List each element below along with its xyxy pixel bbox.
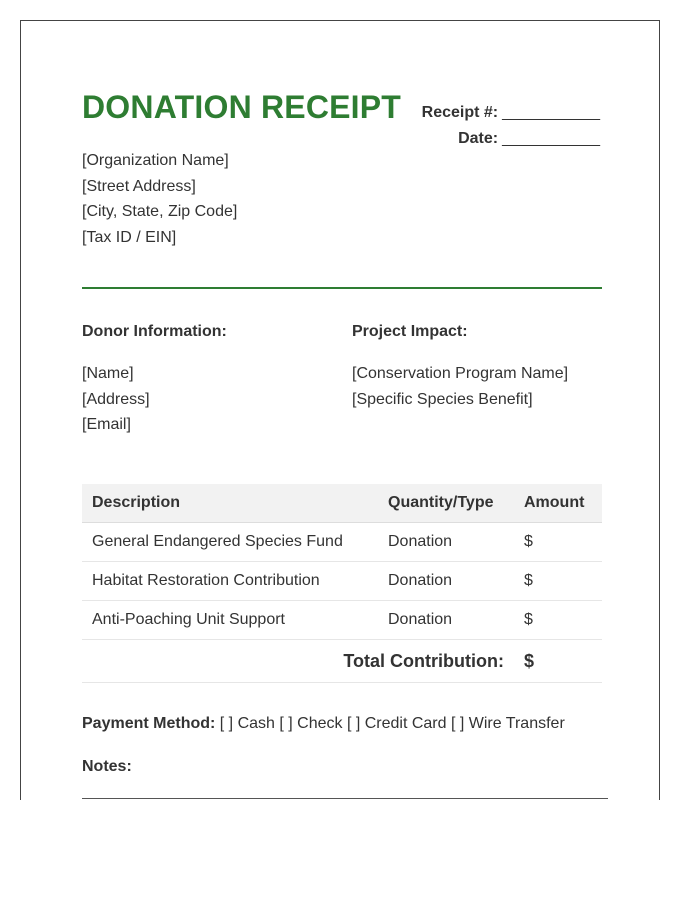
row-description: Habitat Restoration Contribution — [82, 562, 378, 601]
organization-street: [Street Address] — [82, 177, 196, 195]
table-header-row — [82, 484, 602, 523]
row-quantity-type: Donation — [378, 562, 514, 601]
column-header-description: Description — [82, 484, 378, 523]
receipt-title: DONATION RECEIPT — [82, 89, 402, 125]
receipt-date-label: Date: — [458, 130, 499, 147]
donor-heading: Donor Information: — [82, 323, 227, 340]
total-label: Total Contribution: — [82, 640, 514, 683]
receipt-number-field[interactable]: ___________ — [502, 104, 600, 121]
impact-program: [Conservation Program Name] — [352, 365, 569, 382]
donor-email: [Email] — [82, 416, 131, 434]
row-quantity-type: Donation — [378, 523, 514, 562]
receipt-number-label: Receipt #: — [421, 104, 499, 121]
payment-method-label: Payment Method: — [82, 715, 216, 732]
donor-name: [Name] — [82, 365, 134, 382]
table-row — [82, 562, 602, 601]
receipt-number-row — [422, 100, 600, 126]
impact-benefit: [Specific Species Benefit] — [352, 390, 533, 408]
organization-tax-id: [Tax ID / EIN] — [82, 229, 177, 247]
receipt-page — [20, 20, 660, 800]
row-description: General Endangered Species Fund — [82, 523, 378, 562]
payment-method — [82, 715, 565, 733]
row-description: Anti-Poaching Unit Support — [82, 601, 378, 640]
header-divider — [82, 287, 602, 289]
total-row — [82, 640, 602, 683]
table-row — [82, 523, 602, 562]
impact-heading: Project Impact: — [352, 323, 468, 340]
receipt-date-row — [422, 126, 600, 152]
notes-line[interactable] — [82, 798, 608, 799]
column-header-quantity-type: Quantity/Type — [378, 484, 514, 523]
row-amount: $ — [514, 562, 602, 601]
row-amount: $ — [514, 601, 602, 640]
organization-block — [82, 148, 237, 251]
payment-method-options: [ ] Cash [ ] Check [ ] Credit Card [ ] Wire Transfer — [215, 715, 565, 732]
notes-label: Notes: — [82, 758, 132, 775]
total-value: $ — [514, 640, 602, 683]
impact-block — [352, 361, 568, 412]
row-amount: $ — [514, 523, 602, 562]
receipt-date-field[interactable]: ___________ — [502, 130, 600, 147]
organization-name: [Organization Name] — [82, 152, 229, 169]
donor-block — [82, 361, 150, 438]
receipt-meta — [422, 100, 600, 152]
column-header-amount: Amount — [514, 484, 602, 523]
row-quantity-type: Donation — [378, 601, 514, 640]
organization-city-state-zip: [City, State, Zip Code] — [82, 203, 238, 221]
donation-table — [82, 484, 602, 683]
donor-address: [Address] — [82, 390, 150, 408]
table-row — [82, 601, 602, 640]
